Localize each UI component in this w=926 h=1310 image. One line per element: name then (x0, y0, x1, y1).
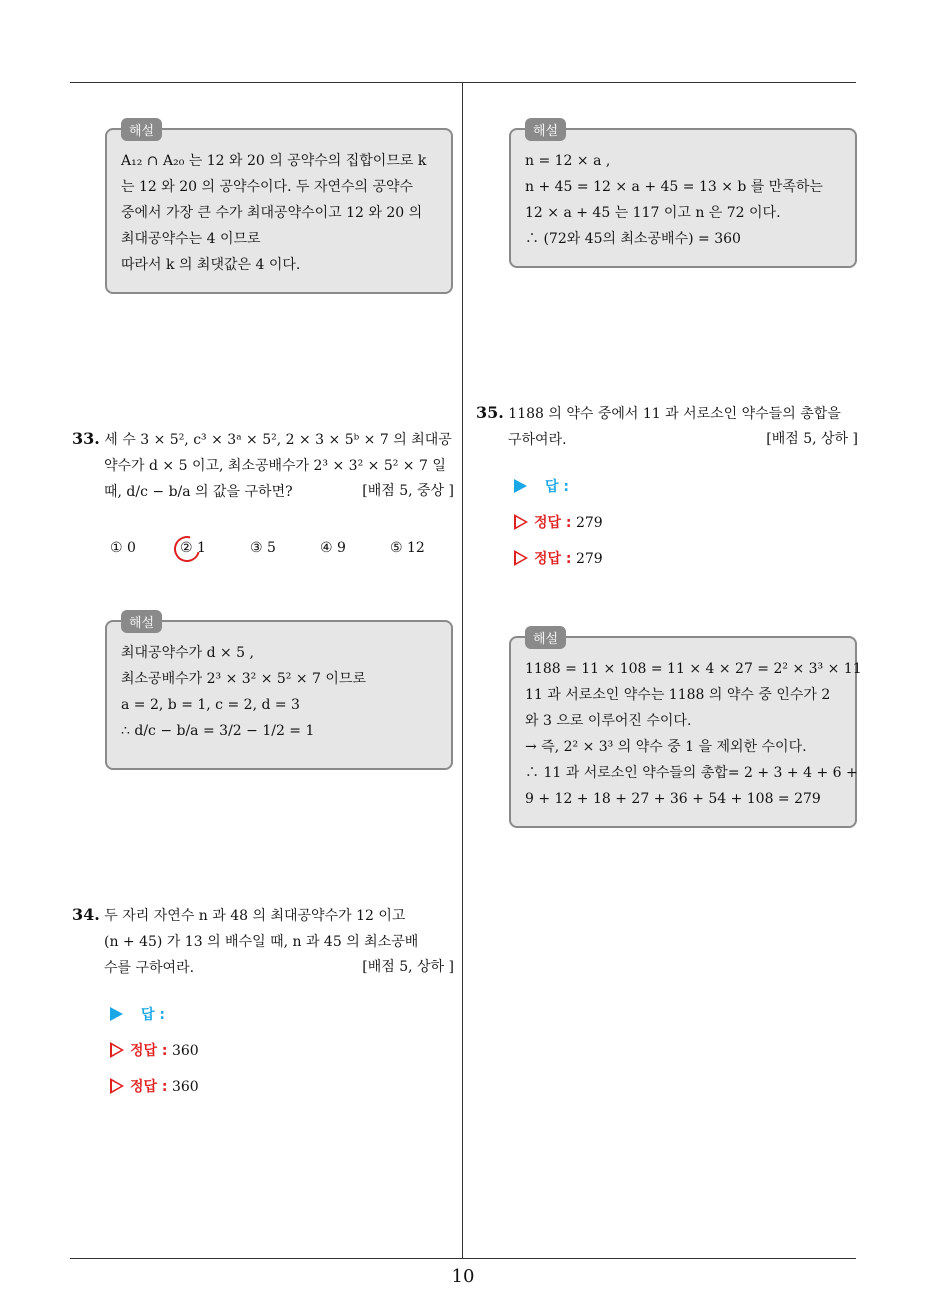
outline-arrow-icon (514, 514, 528, 530)
question-text: 구하여라. (508, 432, 567, 448)
question-text: (n + 45) 가 13 의 배수일 때, n 과 45 의 최소공배 (104, 934, 419, 950)
page-number: 10 (451, 1266, 475, 1287)
choice-2[interactable]: ② 1 (180, 540, 206, 556)
question-33 (72, 426, 454, 505)
solution-line: 12 × a + 45 는 117 이고 n 은 72 이다. (525, 205, 781, 221)
solution-line: ∴ (72와 45의 최소공배수) = 360 (525, 231, 741, 247)
correct-value: 360 (171, 1079, 199, 1095)
solution-box-34 (509, 124, 857, 268)
correct-answer-35 (514, 512, 603, 532)
solution-tag: 해설 (525, 626, 566, 649)
answer-label: 답 : (141, 1007, 165, 1023)
solution-tag: 해설 (121, 118, 162, 141)
solution-line: 9 + 12 + 18 + 27 + 36 + 54 + 108 = 279 (525, 791, 821, 807)
choice-5[interactable]: ⑤ 12 (390, 540, 425, 556)
play-arrow-icon (514, 479, 527, 493)
solution-line: 1188 = 11 × 108 = 11 × 4 × 27 = 2² × 3³ × 11 (525, 661, 862, 677)
play-arrow-icon (110, 1007, 123, 1021)
correct-answer-34-repeat (110, 1076, 199, 1096)
solution-line: 최대공약수가 d × 5 , (121, 645, 254, 661)
question-number: 34. (72, 905, 100, 924)
question-text: 때, d/c − b/a 의 값을 구하면? (104, 484, 293, 500)
solution-line: ∴ 11 과 서로소인 약수들의 총합= 2 + 3 + 4 + 6 + (525, 765, 858, 781)
solution-line: 중에서 가장 큰 수가 최대공약수이고 12 와 20 의 (121, 205, 423, 221)
answer-label: 답 : (545, 479, 569, 495)
choice-4[interactable]: ④ 9 (320, 540, 346, 556)
score-label: [배점 5, 상하 ] (766, 431, 858, 447)
solution-line: 최대공약수는 4 이므로 (121, 231, 261, 247)
solution-line: 와 3 으로 이루어진 수이다. (525, 713, 692, 729)
question-35 (476, 400, 858, 453)
solution-line: ∴ d/c − b/a = 3/2 − 1/2 = 1 (121, 723, 315, 739)
bottom-rule (70, 1258, 856, 1259)
solution-line: n = 12 × a , (525, 153, 611, 169)
question-text: 수를 구하여라. (104, 960, 195, 976)
score-label: [배점 5, 중상 ] (362, 483, 454, 499)
solution-tag: 해설 (525, 118, 566, 141)
answer-blank-34[interactable] (110, 1004, 165, 1024)
correct-value: 279 (575, 551, 603, 567)
choice-list-33 (110, 540, 450, 560)
question-number: 33. (72, 429, 100, 448)
correct-value: 360 (171, 1043, 199, 1059)
solution-line: 최소공배수가 2³ × 3² × 5² × 7 이므로 (121, 671, 366, 687)
solution-line: 11 과 서로소인 약수는 1188 의 약수 중 인수가 2 (525, 687, 831, 703)
choice-3[interactable]: ③ 5 (250, 540, 276, 556)
solution-tag: 해설 (121, 610, 162, 633)
correct-value: 279 (575, 515, 603, 531)
selected-circle-mark (169, 531, 205, 567)
correct-label: 정답 : (130, 1079, 168, 1095)
solution-box-35 (509, 632, 862, 828)
solution-line: 따라서 k 의 최댓값은 4 이다. (121, 257, 301, 273)
solution-line: 는 12 와 20 의 공약수이다. 두 자연수의 공약수 (121, 179, 414, 195)
correct-answer-35-repeat (514, 548, 603, 568)
solution-line: → 즉, 2² × 3³ 의 약수 중 1 을 제외한 수이다. (525, 739, 807, 755)
question-text: 1188 의 약수 중에서 11 과 서로소인 약수들의 총합을 (508, 406, 841, 422)
solution-box-32 (105, 124, 453, 294)
top-rule (70, 82, 856, 83)
correct-label: 정답 : (130, 1043, 168, 1059)
choice-1[interactable]: ① 0 (110, 540, 136, 556)
score-label: [배점 5, 상하 ] (362, 959, 454, 975)
outline-arrow-icon (110, 1042, 124, 1058)
question-34 (72, 902, 454, 981)
question-text: 두 자리 자연수 n 과 48 의 최대공약수가 12 이고 (104, 908, 406, 924)
question-number: 35. (476, 403, 504, 422)
solution-box-33 (105, 616, 453, 770)
correct-label: 정답 : (534, 551, 572, 567)
outline-arrow-icon (514, 550, 528, 566)
answer-blank-35[interactable] (514, 476, 569, 496)
column-divider (462, 82, 463, 1258)
solution-line: n + 45 = 12 × a + 45 = 13 × b 를 만족하는 (525, 179, 823, 195)
outline-arrow-icon (110, 1078, 124, 1094)
correct-label: 정답 : (534, 515, 572, 531)
correct-answer-34 (110, 1040, 199, 1060)
question-text: 세 수 3 × 5², c³ × 3ᵃ × 5², 2 × 3 × 5ᵇ × 7 의 최대공 (104, 432, 452, 448)
question-text: 약수가 d × 5 이고, 최소공배수가 2³ × 3² × 5² × 7 일 (104, 458, 446, 474)
solution-line: A₁₂ ∩ A₂₀ 는 12 와 20 의 공약수의 집합이므로 k (121, 153, 427, 169)
solution-line: a = 2, b = 1, c = 2, d = 3 (121, 697, 300, 713)
